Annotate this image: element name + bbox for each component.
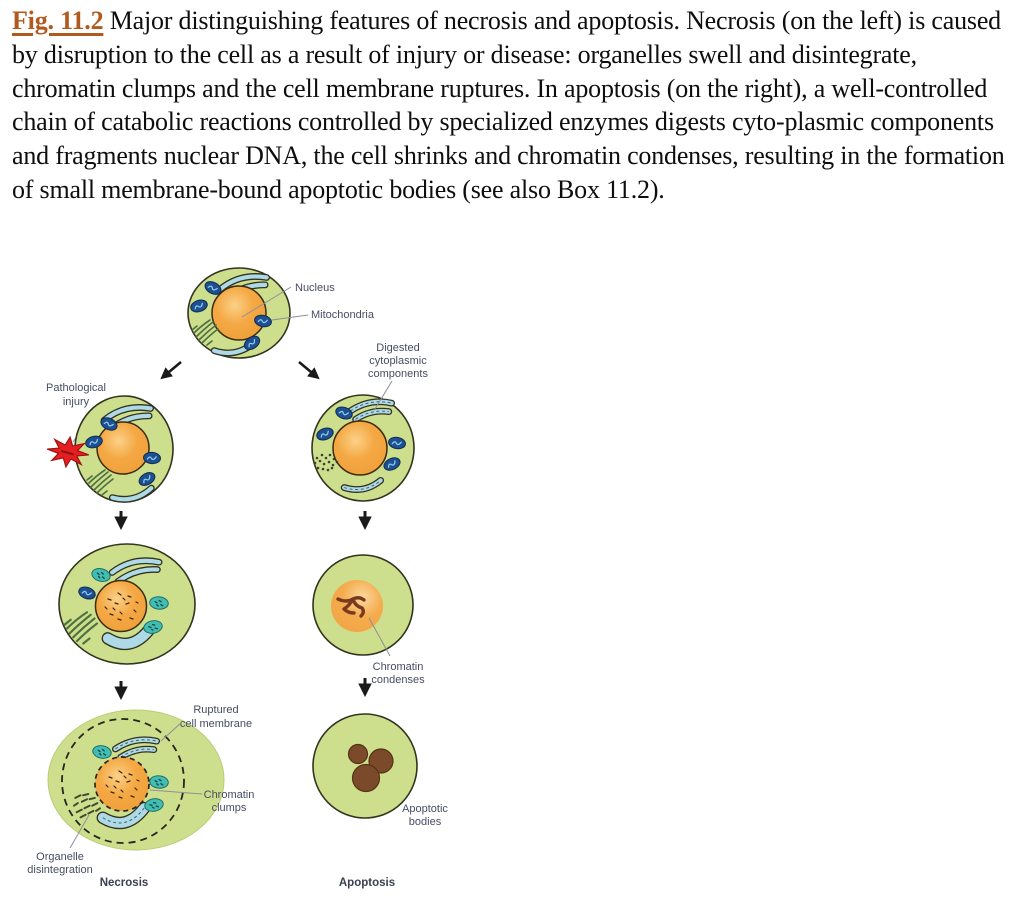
nucleus bbox=[212, 286, 266, 340]
label-pathological-injury-line1: Pathological bbox=[46, 382, 106, 394]
swollen-necrotic-cell bbox=[59, 544, 195, 664]
label-chromatin-clumps-line2: clumps bbox=[211, 802, 247, 814]
label-mitochondria: Mitochondria bbox=[311, 309, 374, 321]
injured-necrotic-cell bbox=[45, 396, 173, 502]
label-organelle-disintegration-line2: disintegration bbox=[27, 864, 93, 876]
label-apoptotic-bodies-l1: Apoptotic bbox=[402, 803, 448, 815]
necrosis-apoptosis-diagram bbox=[0, 262, 520, 910]
ruptured-necrotic-cell bbox=[48, 710, 224, 850]
label-digested-line1: Digested bbox=[376, 342, 420, 354]
caption-text: Major distinguishing features of necrosis and apoptosis. Necrosis (on the left) is caused by disruption to the cell as a result of injury or disease: organelles swell and disintegrate, chromatin clumps and the cell membrane ruptures. In apoptosis (on the right), a well-controlled chain of catabolic reactions controlled by specialized enzymes digests cyto-plasmic components and fragments nuclear DNA, the cell shrinks and chromatin condenses, resulting in the formation of small membrane-bound apoptotic bodies (see also Box 11.2). bbox=[12, 6, 1005, 204]
label-necrosis: Necrosis bbox=[99, 877, 149, 889]
label-digested-line3: components bbox=[368, 368, 428, 380]
apoptotic-body bbox=[349, 745, 368, 764]
label-chromatin-condenses-line2: condenses bbox=[371, 674, 425, 686]
label-digested-line2: cytoplasmic bbox=[369, 355, 427, 367]
label-pathological-injury-line2: injury bbox=[62, 396, 90, 408]
label-apoptosis: Apoptosis bbox=[338, 877, 396, 889]
apoptotic-body bbox=[353, 765, 380, 792]
label-organelle-disintegration-line1: Organelle bbox=[36, 851, 84, 863]
label-apoptotic-bodies-l2: bodies bbox=[408, 816, 442, 828]
label-ruptured-line2: cell membrane bbox=[179, 718, 253, 730]
figure-caption bbox=[0, 0, 1032, 207]
apoptosis-branch-arrow-icon bbox=[299, 362, 317, 377]
label-chromatin-clumps-line1: Chromatin bbox=[203, 789, 255, 801]
condensed-apoptotic-cell bbox=[313, 555, 413, 655]
figure-label-link[interactable]: Fig. 11.2 bbox=[12, 6, 104, 35]
apoptotic-cell-digesting bbox=[312, 395, 414, 501]
label-nucleus: Nucleus bbox=[295, 282, 335, 294]
healthy-cell bbox=[188, 268, 290, 358]
label-ruptured-line1: Ruptured bbox=[193, 704, 239, 716]
label-chromatin-condenses-line1: Chromatin bbox=[372, 661, 424, 673]
necrosis-branch-arrow-icon bbox=[163, 362, 181, 377]
